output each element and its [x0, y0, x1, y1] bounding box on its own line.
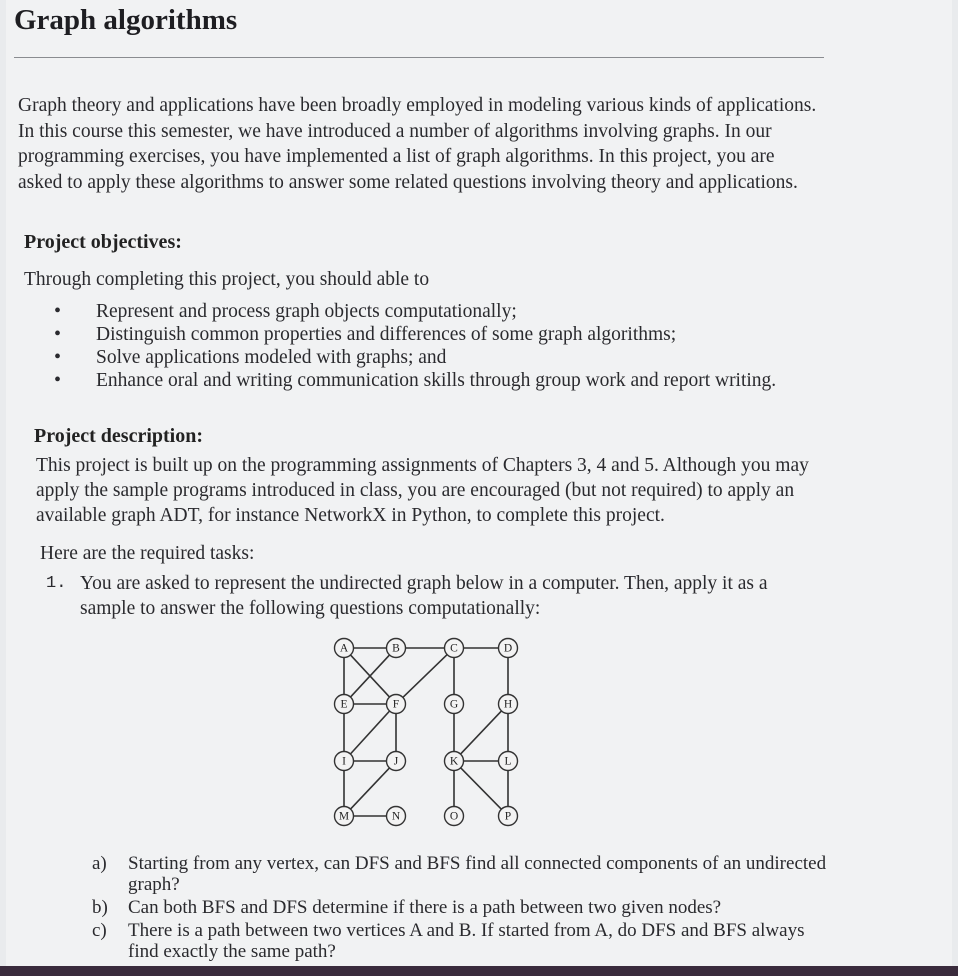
graph-node-label: A [339, 642, 349, 655]
question-text: Can both BFS and DFS determine if there is a path between two given nodes? [128, 897, 722, 918]
graph-node-G [445, 695, 464, 714]
objectives-heading: Project objectives: [24, 231, 182, 253]
objective-item: • Represent and process graph objects computationally; [54, 300, 776, 323]
graph-node-B [387, 639, 406, 658]
graph-edge-C-F [403, 655, 447, 698]
graph-node-M [335, 807, 354, 826]
screen-bezel [0, 966, 958, 976]
document-page [6, 0, 952, 968]
graph-node-label: O [449, 810, 459, 823]
graph-node-label: B [392, 642, 400, 655]
graph-node-label: I [342, 755, 346, 768]
graph-node-label: M [338, 810, 350, 823]
graph-node-label: L [504, 755, 512, 768]
graph-node-P [499, 807, 518, 826]
graph-node-C [445, 639, 464, 658]
graph-node-label: H [503, 698, 513, 711]
page-title: Graph algorithms [14, 4, 238, 36]
graph-node-A [335, 639, 354, 658]
task-1 [46, 571, 806, 621]
graph-node-label: N [391, 810, 401, 823]
objective-item: • Solve applications modeled with graphs; and [54, 346, 776, 369]
undirected-graph-diagram [306, 628, 536, 833]
objective-item: • Enhance oral and writing communication skills through group work and report writing. [54, 369, 776, 392]
intro-paragraph: Graph theory and applications have been broadly employed in modeling various kinds of applications. In this course this semester, we have introduced a number of algorithms involving graphs. In our programming exercises, you have implemented a list of graph algorithms. In this project, you are asked to apply these algorithms to answer some related questions involving theory and applications. [18, 95, 817, 193]
graph-edge-F-I [350, 711, 389, 754]
question-label: a) [92, 853, 107, 874]
graph-edge-H-K [461, 711, 502, 754]
task-number: 1. [46, 574, 67, 593]
question-label: b) [92, 897, 108, 918]
graph-edge-K-P [461, 768, 502, 809]
graph-node-O [445, 807, 464, 826]
graph-node-label: E [340, 698, 348, 711]
objectives-lead: Through completing this project, you should able to [24, 269, 430, 290]
graph-node-label: J [393, 755, 399, 768]
objectives-list [54, 300, 776, 392]
graph-node-label: P [504, 810, 512, 823]
description-paragraph: This project is built up on the programming assignments of Chapters 3, 4 and 5. Although you may apply the sample programs introduced in class, you are encouraged (but not required) to apply an available graph ADT, for instance NetworkX in Python, to complete this project. [36, 455, 809, 526]
description-heading: Project description: [34, 425, 204, 447]
graph-node-E [335, 695, 354, 714]
graph-node-label: G [449, 698, 459, 711]
graph-node-L [499, 752, 518, 771]
graph-node-F [387, 695, 406, 714]
graph-edge-J-M [351, 768, 390, 809]
graph-node-K [445, 752, 464, 771]
graph-node-H [499, 695, 518, 714]
question-item [90, 897, 828, 918]
graph-node-label: C [450, 642, 458, 655]
task-text: You are asked to represent the undirected graph below in a computer. Then, apply it as a sample to answer the following questions computationally: [80, 573, 768, 619]
graph-node-D [499, 639, 518, 658]
graph-node-label: D [503, 642, 513, 655]
graph-node-J [387, 752, 406, 771]
title-divider [14, 57, 824, 58]
graph-node-label: K [449, 755, 459, 768]
questions-list [90, 853, 828, 964]
question-text: There is a path between two vertices A and B. If started from A, do DFS and BFS always find exactly the same path? [128, 920, 805, 962]
objective-item: • Distinguish common properties and differences of some graph algorithms; [54, 323, 776, 346]
question-label: c) [92, 920, 107, 941]
question-item [90, 920, 828, 962]
question-text: Starting from any vertex, can DFS and BFS find all connected components of an undirected graph? [128, 853, 827, 895]
graph-node-N [387, 807, 406, 826]
graph-node-I [335, 752, 354, 771]
question-item [90, 853, 828, 895]
tasks-lead: Here are the required tasks: [40, 543, 255, 564]
graph-node-label: F [392, 698, 400, 711]
